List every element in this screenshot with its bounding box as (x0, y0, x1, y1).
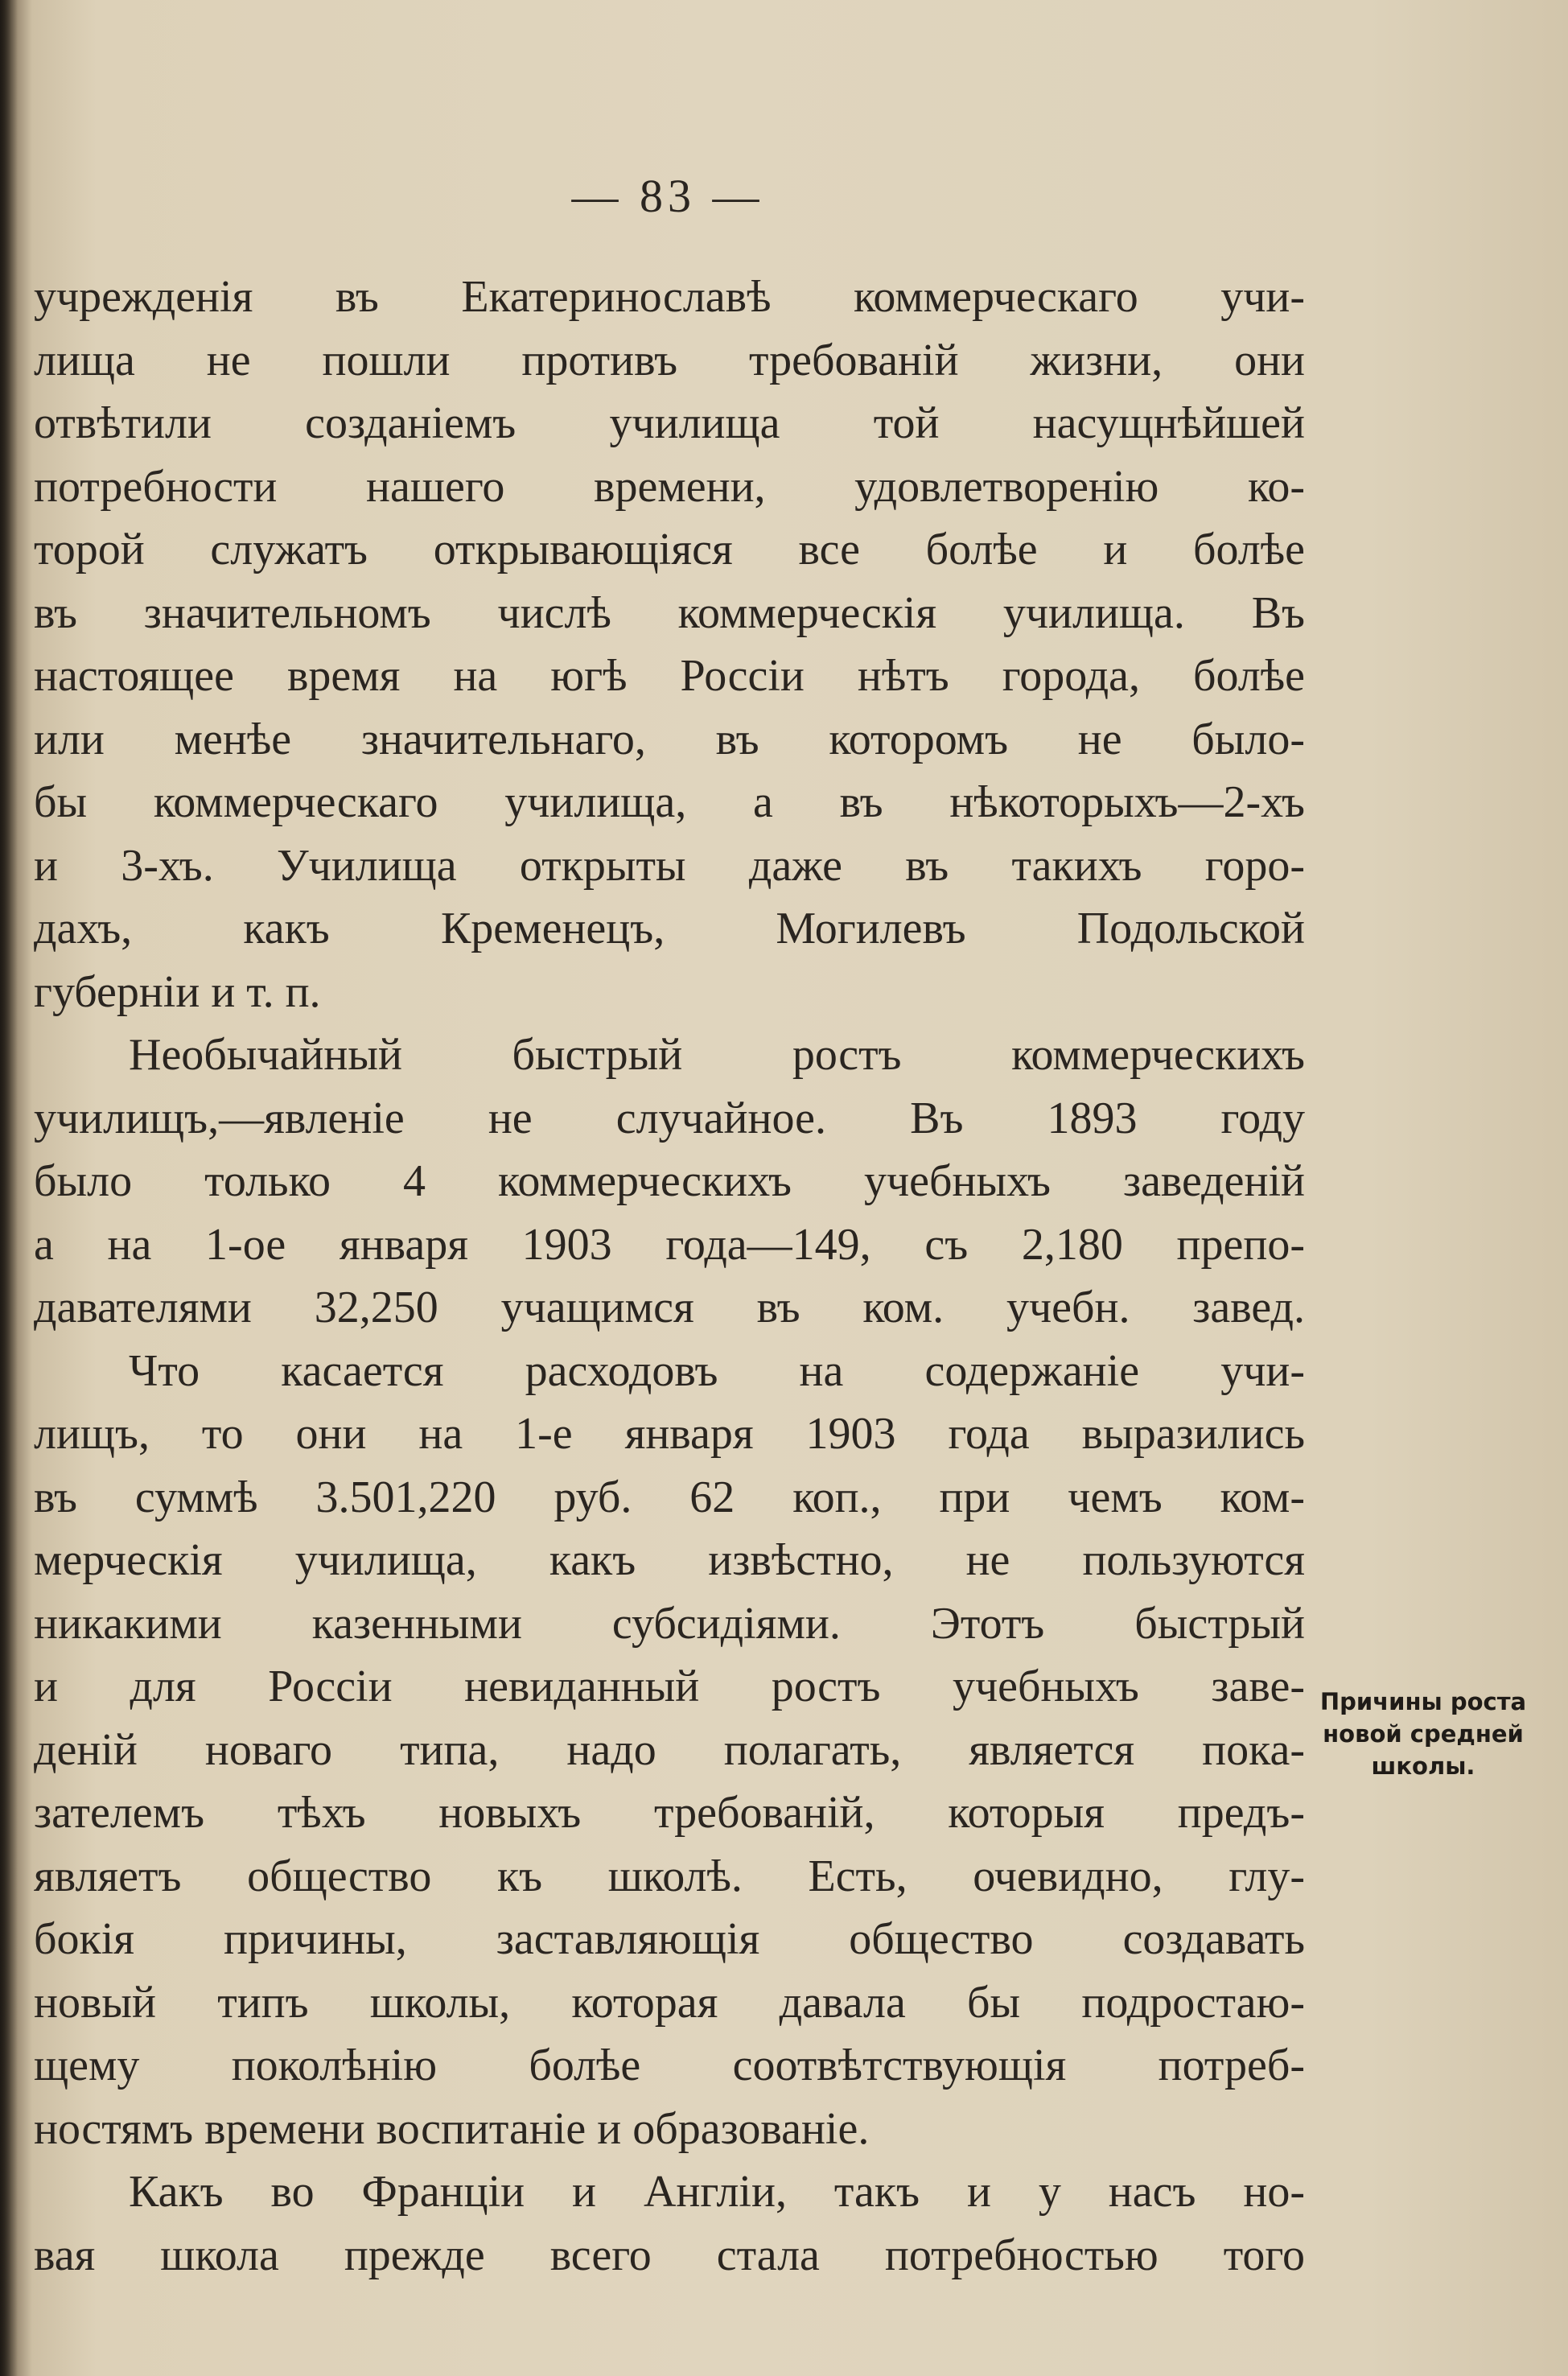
body-text (34, 266, 1305, 2287)
text-line: бы коммерческаго училища, а въ нѣкоторыхъ—2-хъ (34, 777, 1305, 827)
text-line: давателями 32,250 учащимся въ ком. учебн. завед. (34, 1283, 1305, 1332)
text-line: а на 1-ое января 1903 года—149, съ 2,180 препо- (34, 1219, 1305, 1270)
text-line: Какъ во Франціи и Англіи, такъ и у насъ но- (129, 2167, 1305, 2217)
text-line: дахъ, какъ Кременецъ, Могилевъ Подольской (34, 904, 1305, 953)
text-line: торой служатъ открывающіяся все болѣе и болѣе (34, 525, 1305, 574)
paragraph-2 (34, 1023, 1305, 1340)
text-line: деній новаго типа, надо полагать, является пока- (34, 1724, 1305, 1775)
text-line: Необычайный быстрый ростъ коммерческихъ (129, 1030, 1305, 1080)
text-line: зателемъ тѣхъ новыхъ требованій, которыя предъ- (34, 1788, 1305, 1838)
text-line: мерческія училища, какъ извѣстно, не пользуются (34, 1535, 1305, 1585)
text-line: учрежденія въ Екатеринославѣ коммерческаго учи- (34, 272, 1305, 322)
text-line: губерніи и т. п. (34, 966, 321, 1017)
spine-shadow (0, 0, 18, 2376)
margin-note (1290, 1686, 1556, 1782)
text-line: или менѣе значительнаго, въ которомъ не было- (34, 714, 1305, 764)
text-line: и для Россіи невиданный ростъ учебныхъ заве- (34, 1662, 1305, 1711)
text-line: ностямъ времени воспитаніе и образованіе. (34, 2103, 870, 2154)
text-line: въ суммѣ 3.501,220 руб. 62 коп., при чемъ ком- (34, 1472, 1305, 1522)
text-line: потребности нашего времени, удовлетворенію ко- (34, 461, 1305, 512)
page-number: — 83 — (571, 170, 764, 222)
text-line: лища не пошли противъ требованій жизни, они (34, 335, 1305, 385)
text-line: настоящее время на югѣ Россіи нѣтъ города, болѣе (34, 651, 1305, 701)
paragraph-4 (34, 2160, 1305, 2287)
text-line: вая школа прежде всего стала потребностью того (34, 2230, 1305, 2280)
text-line: никакими казенными субсидіями. Этотъ быстрый (34, 1598, 1305, 1649)
text-line: отвѣтили созданіемъ училища той насущнѣйшей (34, 398, 1305, 448)
margin-note-line: Причины роста (1319, 1688, 1527, 1715)
text-line: въ значительномъ числѣ коммерческія училища. Въ (34, 587, 1305, 638)
margin-note-line: школы. (1371, 1752, 1475, 1780)
text-line: было только 4 коммерческихъ учебныхъ заведеній (34, 1156, 1305, 1206)
text-line: являетъ общество къ школѣ. Есть, очевидно, глу- (34, 1851, 1305, 1901)
paragraph-3 (34, 1340, 1305, 2161)
margin-note-line: новой средней (1323, 1720, 1524, 1748)
text-line: бокія причины, заставляющія общество создавать (34, 1914, 1305, 1964)
text-line: новый типъ школы, которая давала бы подростаю- (34, 1977, 1305, 2028)
paragraph-1 (34, 266, 1305, 1023)
text-line: училищъ,—явленіе не случайное. Въ 1893 году (34, 1093, 1305, 1143)
text-line: и 3-хъ. Училища открыты даже въ такихъ горо- (34, 840, 1305, 891)
text-line: лищъ, то они на 1-е января 1903 года выразились (34, 1409, 1305, 1459)
text-line: Что касается расходовъ на содержаніе учи- (129, 1345, 1305, 1396)
text-line: щему поколѣнію болѣе соотвѣтствующія потреб- (34, 2040, 1305, 2090)
